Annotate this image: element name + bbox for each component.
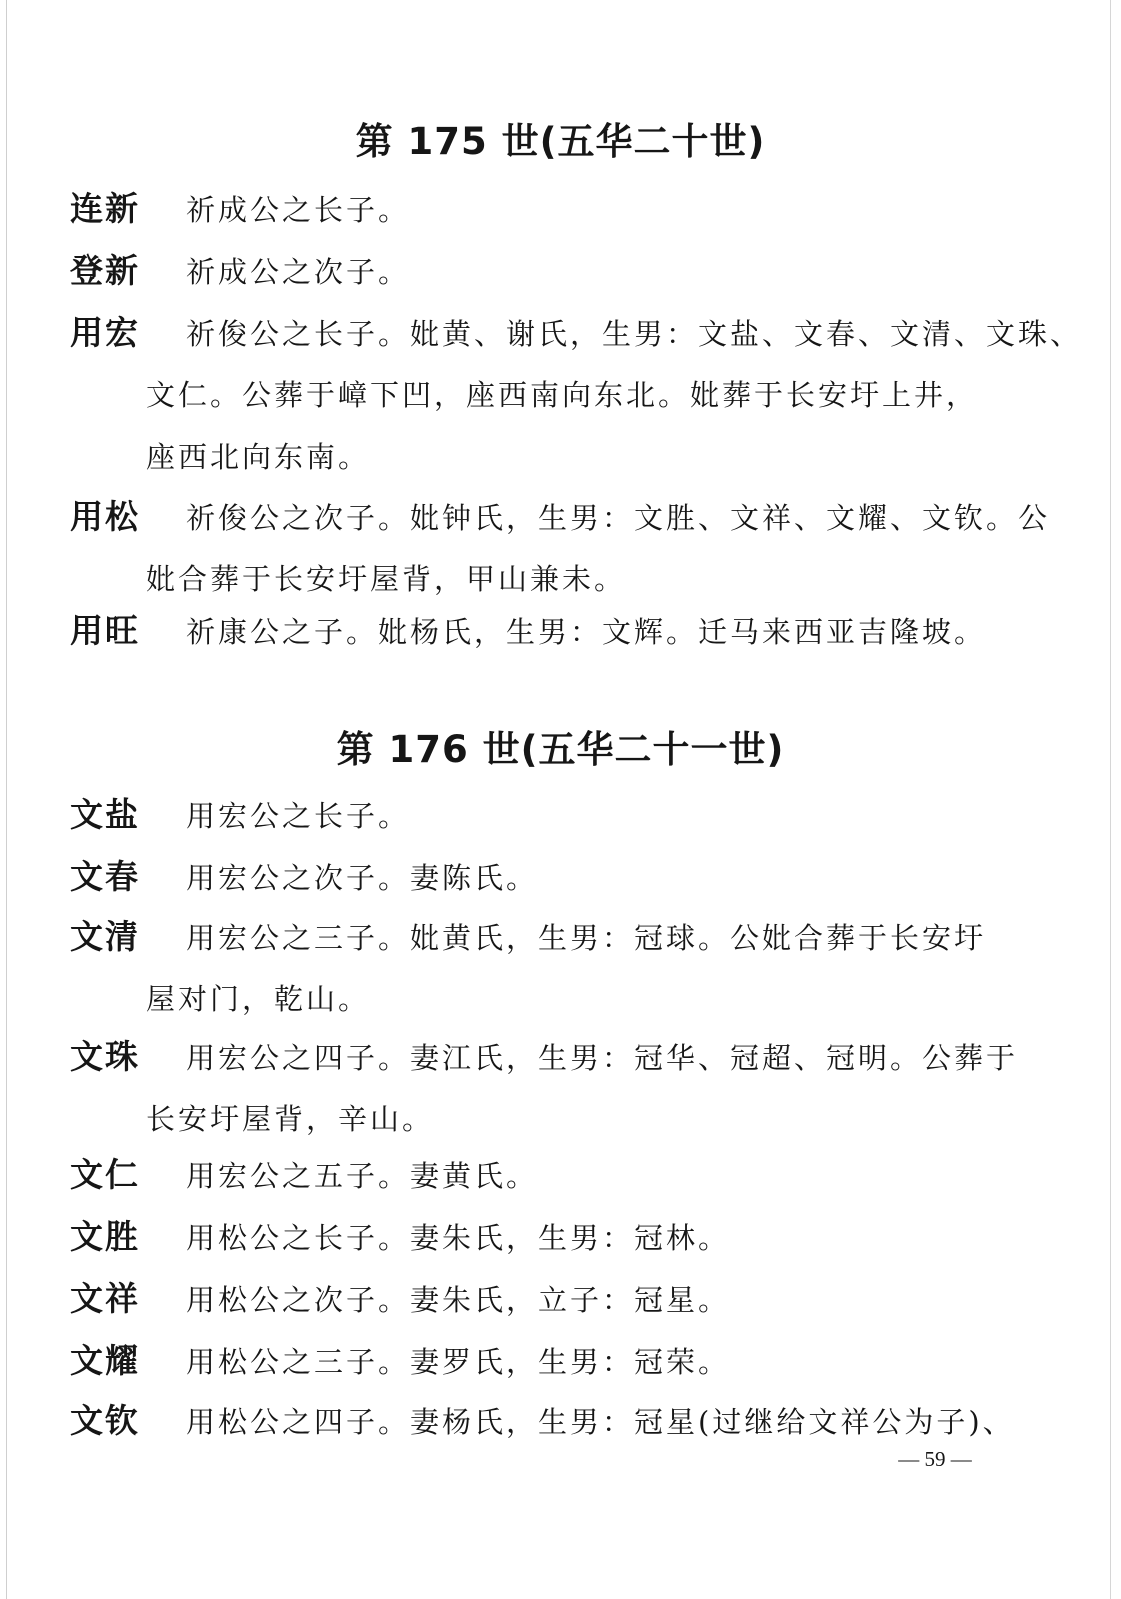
entry-text: 用宏公之次子。妻陈氏。 <box>186 861 539 895</box>
entry-text: 祈俊公之次子。妣钟氏，生男：文胜、文祥、文耀、文钦。公 <box>186 501 1051 535</box>
entry-text: 祈康公之子。妣杨氏，生男：文辉。迁马来西亚吉隆坡。 <box>186 615 987 649</box>
entry-text: 用宏公之三子。妣黄氏，生男：冠球。公妣合葬于长安圩 <box>186 921 987 955</box>
entry-name: 连新 <box>70 189 140 228</box>
entry-name: 文珠 <box>70 1037 140 1076</box>
entry-continuation: 长安圩屋背，辛山。 <box>146 1102 435 1136</box>
entry-name: 文仁 <box>70 1155 140 1194</box>
entry-name: 用松 <box>70 497 140 536</box>
entry-text: 用松公之三子。妻罗氏，生男：冠荣。 <box>186 1345 731 1379</box>
entry-wenxiang <box>70 1268 1020 1330</box>
entry-dengxin <box>70 240 1020 302</box>
entry-yongwang <box>70 600 1020 662</box>
entry-name: 文钦 <box>70 1401 140 1440</box>
entry-name: 文盐 <box>70 795 140 834</box>
entry-name: 用宏 <box>70 313 140 352</box>
section-heading-175: 第 175 世(五华二十世) <box>355 120 766 163</box>
entry-line <box>70 906 1020 968</box>
entry-line <box>70 1144 1020 1206</box>
entry-line <box>70 1330 1020 1392</box>
entry-wenzhu <box>70 1026 1020 1150</box>
entry-text: 用松公之长子。妻朱氏，生男：冠林。 <box>186 1221 731 1255</box>
entry-name: 用旺 <box>70 611 140 650</box>
entry-line <box>70 240 1020 302</box>
entry-name: 登新 <box>70 251 140 290</box>
entry-yonghong <box>70 302 1083 488</box>
page-number: — 59 — <box>898 1447 972 1471</box>
entry-line <box>70 1268 1020 1330</box>
entry-name: 文清 <box>70 917 140 956</box>
entry-text: 用宏公之长子。 <box>186 799 411 833</box>
entry-line <box>70 302 1083 364</box>
entry-wenyan <box>70 784 1020 846</box>
entry-name: 文耀 <box>70 1341 140 1380</box>
entry-text: 用松公之次子。妻朱氏，立子：冠星。 <box>186 1283 731 1317</box>
entry-wenqin <box>70 1390 1020 1452</box>
entry-text: 用松公之四子。妻杨氏，生男：冠星(过继给文祥公为子)、 <box>186 1405 1015 1439</box>
section-heading-176: 第 176 世(五华二十一世) <box>336 728 785 771</box>
entry-continuation: 文仁。公葬于嶂下凹，座西南向东北。妣葬于长安圩上井， <box>146 378 979 412</box>
entry-continuation: 屋对门，乾山。 <box>146 982 371 1016</box>
entry-text: 祈成公之长子。 <box>186 193 411 227</box>
entry-line <box>70 178 1020 240</box>
entry-line <box>70 1390 1020 1452</box>
entry-wenchun <box>70 846 1020 908</box>
entry-wenqing <box>70 906 1020 1030</box>
entry-line <box>70 600 1020 662</box>
entry-line <box>70 1026 1020 1088</box>
entry-name: 文春 <box>70 857 140 896</box>
entry-line <box>70 486 1051 548</box>
entry-text: 祈俊公之长子。妣黄、谢氏，生男：文盐、文春、文清、文珠、 <box>186 317 1083 351</box>
entry-line <box>70 1206 1020 1268</box>
entry-line <box>70 846 1020 908</box>
entry-name: 文祥 <box>70 1279 140 1318</box>
entry-name: 文胜 <box>70 1217 140 1256</box>
entry-line <box>70 784 1020 846</box>
entry-wenyao <box>70 1330 1020 1392</box>
entry-continuation: 座西北向东南。 <box>146 440 371 474</box>
entry-continuation: 妣合葬于长安圩屋背，甲山兼未。 <box>146 562 627 596</box>
entry-wensheng <box>70 1206 1020 1268</box>
entry-lianxin <box>70 178 1020 240</box>
entry-wenren <box>70 1144 1020 1206</box>
entry-text: 祈成公之次子。 <box>186 255 411 289</box>
entry-text: 用宏公之四子。妻江氏，生男：冠华、冠超、冠明。公葬于 <box>186 1041 1019 1075</box>
entry-text: 用宏公之五子。妻黄氏。 <box>186 1159 539 1193</box>
entry-yongsong <box>70 486 1051 610</box>
